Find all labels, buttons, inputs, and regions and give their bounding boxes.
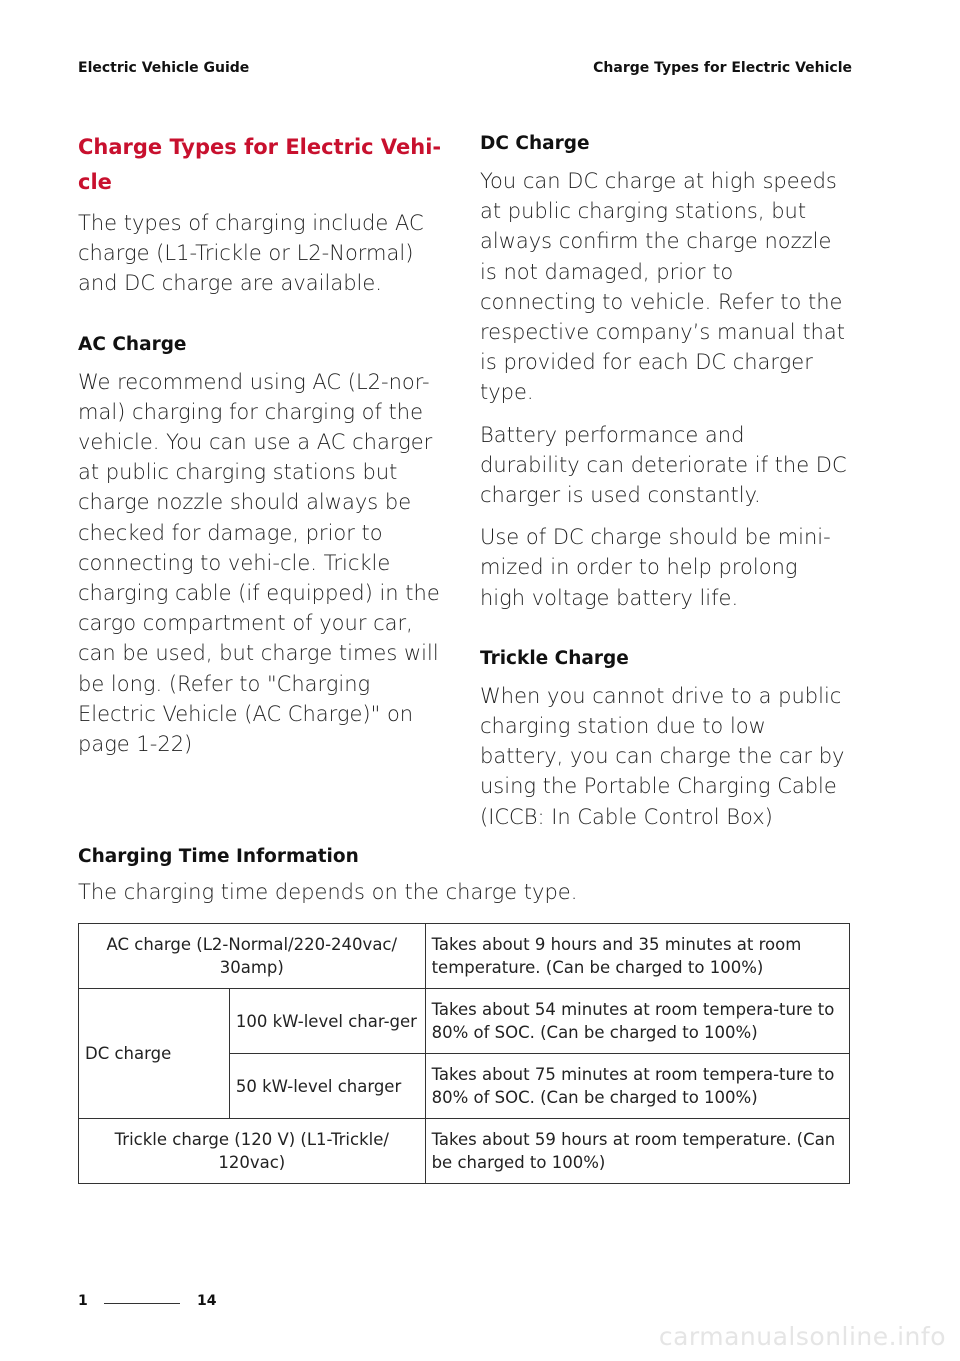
table-cell-dc50-sub: 50 kW-level charger [229, 1054, 425, 1119]
running-header-left: Electric Vehicle Guide [78, 60, 250, 76]
charging-time-table [78, 923, 850, 1184]
dc-charge-paragraph-3: Use of DC charge should be mini-mized in order to help prolong high voltage battery life. [480, 525, 831, 610]
page-number: 14 [197, 1293, 217, 1309]
table-cell-dc100-time: Takes about 54 minutes at room tempera-ture to 80% of SOC. (Can be charged to 100%) [425, 989, 849, 1054]
page-title [78, 130, 446, 200]
ac-charge-heading: AC Charge [78, 333, 187, 355]
dc-charge-paragraph-1: You can DC charge at high speeds at public charging stations, but always confirm the charge nozzle is not damaged, prior to connecting to vehicle. Refer to the respective company’s manual that is provided for each DC charger type. [480, 169, 845, 405]
trickle-charge-heading: Trickle Charge [480, 647, 629, 669]
table-cell-ac-time: Takes about 9 hours and 35 minutes at room temperature. (Can be charged to 100%) [425, 924, 849, 989]
table-cell-dc50-time: Takes about 75 minutes at room tempera-ture to 80% of SOC. (Can be charged to 100%) [425, 1054, 849, 1119]
charging-time-heading: Charging Time Information [78, 846, 359, 867]
left-column [78, 130, 446, 771]
running-header-right: Charge Types for Electric Vehicle [593, 60, 852, 76]
table-row [79, 924, 850, 989]
table-cell-ac-type: AC charge (L2-Normal/220-240vac/ 30amp) [79, 924, 426, 989]
table-cell-dc-type: DC charge [79, 989, 230, 1119]
watermark: carmanualsonline.info [658, 1322, 946, 1351]
chapter-number: 1 [78, 1293, 88, 1309]
table-cell-trickle-type: Trickle charge (120 V) (L1-Trickle/ 120vac) [79, 1119, 426, 1184]
footer-divider [104, 1303, 180, 1304]
trickle-charge-paragraph: When you cannot drive to a public charging station due to low battery, you can charge the car by using the Portable Charging Cable (ICCB: In Cable Control Box) [480, 683, 845, 829]
right-column [480, 130, 848, 844]
table-row [79, 1119, 850, 1184]
page-title-line-1: Charge Types for Electric Vehi- [78, 135, 442, 159]
table-row [79, 989, 850, 1054]
charging-time-intro: The charging time depends on the charge type. [78, 880, 578, 904]
page-title-line-2: cle [78, 170, 112, 194]
table-cell-dc100-sub: 100 kW-level char-ger [229, 989, 425, 1054]
dc-charge-heading: DC Charge [480, 133, 590, 154]
dc-charge-paragraph-2: Battery performance and durability can deteriorate if the DC charger is used constantly. [480, 422, 847, 508]
intro-paragraph: The types of charging include AC charge (L1-Trickle or L2-Normal) and DC charge are available. [78, 211, 424, 296]
table-cell-trickle-time: Takes about 59 hours at room temperature. (Can be charged to 100%) [425, 1119, 849, 1184]
ac-charge-paragraph: We recommend using AC (L2-nor-mal) charging for charging of the vehicle. You can use a AC charger at public charging stations but charge nozzle should always be checked for damage, prior to connecting to vehi-cle. Trickle charging cable (if equipped) in the cargo compartment of your car, can be used, but charge times will be long. (Refer to "Charging Electric Vehicle (AC Charge)" on page 1-22) [78, 369, 440, 757]
